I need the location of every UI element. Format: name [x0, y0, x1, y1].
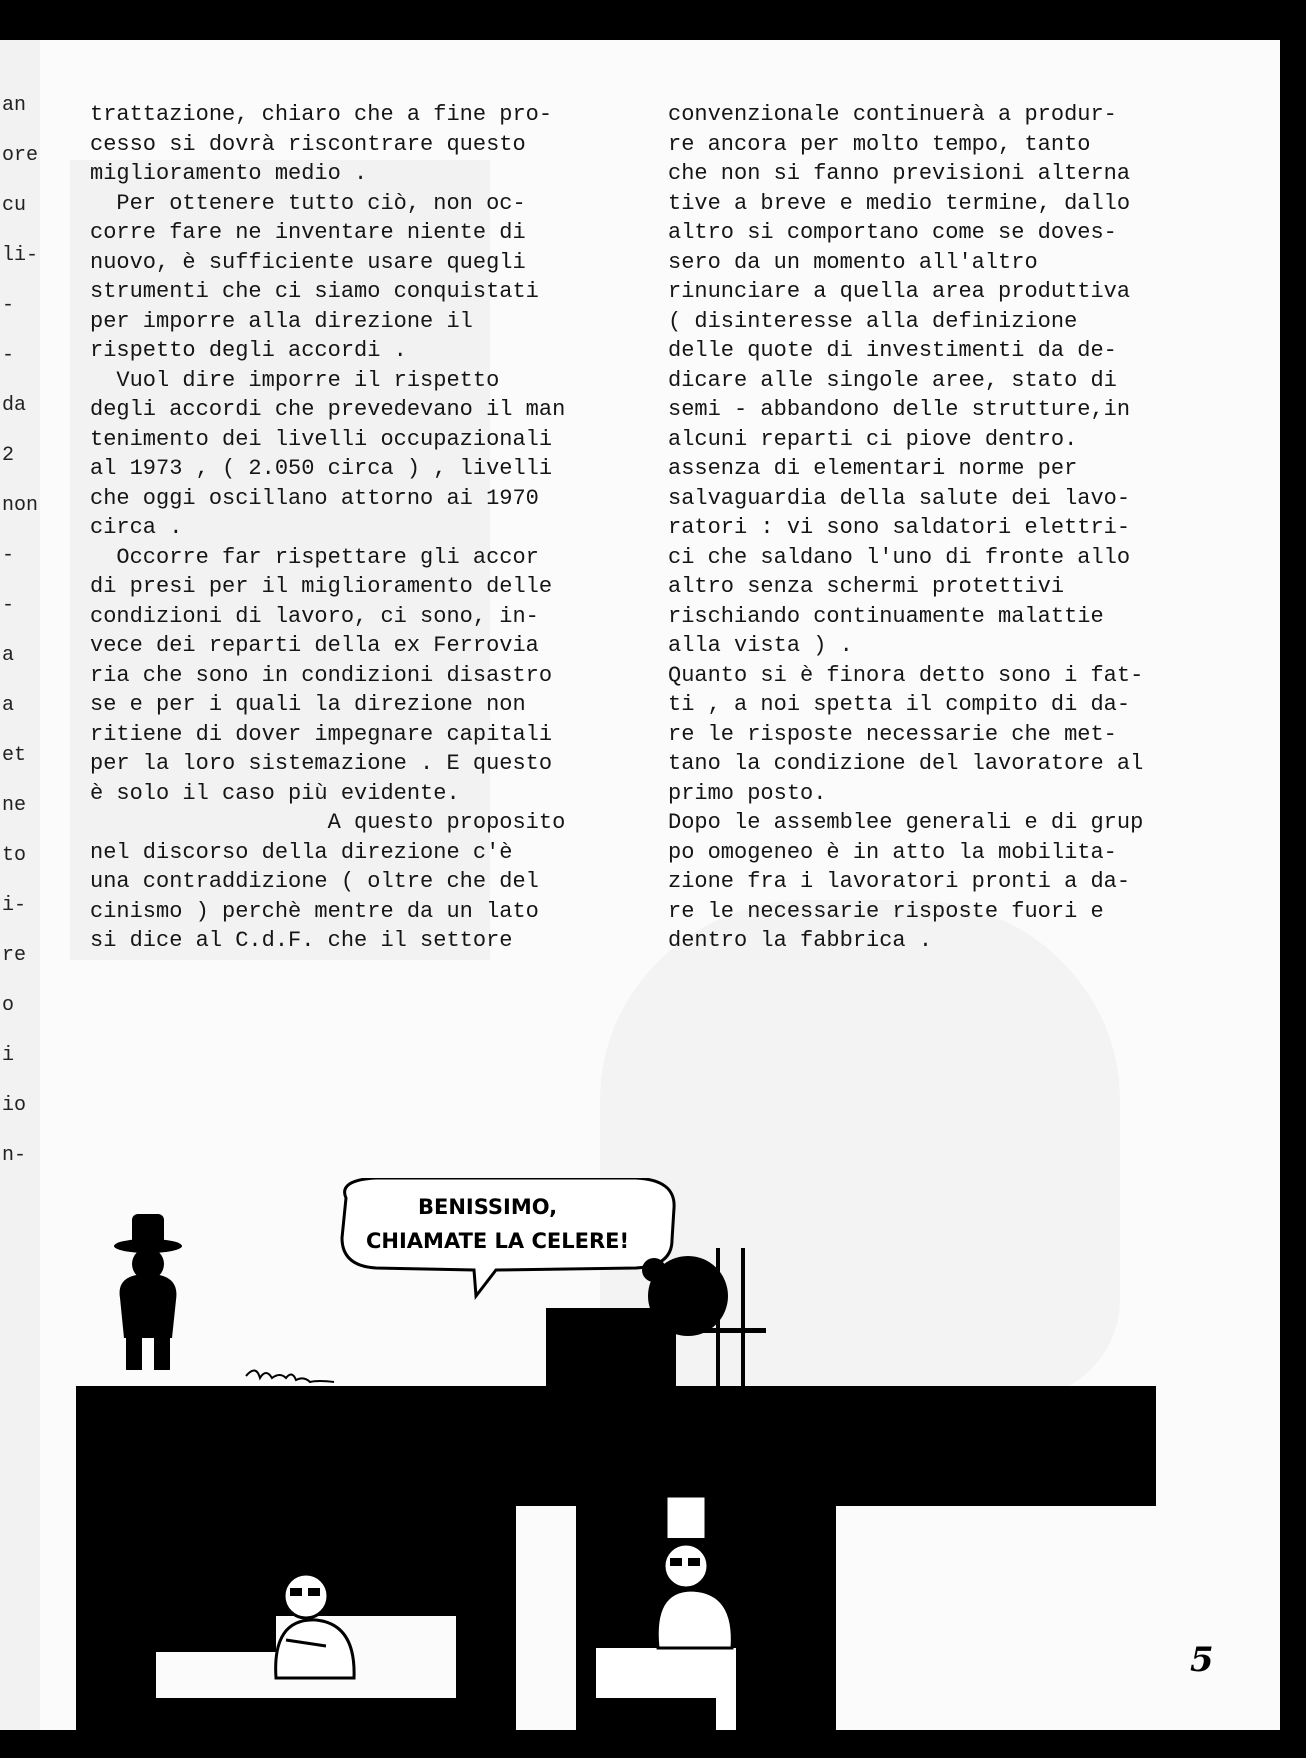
lower-left-block: [76, 1506, 516, 1730]
text-line: re le necessarie risposte fuori e: [668, 898, 1104, 924]
text-line: ritiene di dover impegnare capitali: [90, 721, 553, 747]
text-line: re ancora per molto tempo, tanto: [668, 131, 1091, 157]
adjacent-page-fragment: et: [2, 744, 27, 767]
text-line: vece dei reparti della ex Ferrovia: [90, 633, 539, 658]
text-line: circa .: [90, 515, 183, 540]
text-line: rischiando continuamente malattie: [668, 603, 1104, 629]
text-line: delle quote di investimenti da de-: [668, 338, 1117, 363]
text-line: Vuol dire imporre il rispetto: [90, 367, 500, 393]
speech-text-line1: BENISSIMO,: [418, 1195, 558, 1219]
standing-figure: [114, 1214, 182, 1370]
page-number: 5: [1190, 1640, 1214, 1680]
adjacent-page-fragment: -: [2, 294, 15, 317]
adjacent-page-fragment: da: [2, 394, 27, 417]
text-line: una contraddizione ( oltre che del: [90, 869, 539, 894]
text-line: tive a breve e medio termine, dallo: [668, 190, 1131, 216]
text-line: primo posto.: [668, 780, 827, 806]
text-line: che oggi oscillano attorno ai 1970: [90, 485, 539, 511]
text-line: Occorre far rispettare gli accor: [90, 544, 539, 570]
text-line: trattazione, chiaro che a fine pro-: [90, 102, 553, 127]
text-line: dicare alle singole aree, stato di: [668, 367, 1117, 393]
document-page: [40, 40, 1280, 1730]
adjacent-page-fragment: n-: [2, 1144, 27, 1167]
text-line: al 1973 , ( 2.050 circa ) , livelli: [90, 456, 553, 481]
text-line: po omogeneo è in atto la mobilita-: [668, 839, 1117, 865]
adjacent-page-fragment: ne: [2, 794, 27, 817]
adjacent-page-fragment: a: [2, 694, 15, 717]
adjacent-page-fragment: i-: [2, 894, 27, 917]
adjacent-page-fragment: cu: [2, 194, 27, 217]
text-line: dentro la fabbrica .: [668, 928, 933, 953]
text-line: alla vista ) .: [668, 633, 853, 658]
adjacent-page-fragment: ore: [2, 144, 39, 167]
text-line: miglioramento medio .: [90, 161, 368, 186]
text-line: rispetto degli accordi .: [90, 338, 407, 363]
text-line: corre fare ne inventare niente di: [90, 220, 526, 245]
adjacent-page-fragment: io: [2, 1094, 27, 1117]
adjacent-page-fragment: -: [2, 344, 15, 367]
text-line: zione fra i lavoratori pronti a da-: [668, 869, 1131, 894]
adjacent-page-fragment: 2: [2, 444, 15, 467]
adjacent-page-fragment: a: [2, 644, 15, 667]
artist-signature: [246, 1370, 334, 1382]
text-line: salvaguardia della salute dei lavo-: [668, 485, 1131, 511]
text-line: Per ottenere tutto ciò, non oc-: [90, 190, 526, 216]
text-line: tano la condizione del lavoratore al: [668, 751, 1144, 776]
adjacent-page-fragment: re: [2, 944, 27, 967]
text-line: condizioni di lavoro, ci sono, in-: [90, 603, 539, 629]
desk-band: [76, 1386, 1156, 1506]
text-line: per la loro sistemazione . E questo: [90, 751, 553, 776]
text-line: Dopo le assemblee generali e di grup: [668, 810, 1144, 835]
text-line: nel discorso della direzione c'è: [90, 839, 513, 865]
text-line: re le risposte necessarie che met-: [668, 721, 1117, 747]
adjacent-page-strip: [0, 40, 40, 1730]
text-line: cesso si dovrà riscontrare questo: [90, 131, 526, 157]
text-line: convenzionale continuerà a produr-: [668, 102, 1117, 127]
text-line: che non si fanno previsioni alterna: [668, 161, 1131, 186]
right-text-column: [668, 100, 1228, 956]
adjacent-page-fragment: i: [2, 1044, 15, 1067]
text-line: nuovo, è sufficiente usare quegli: [90, 249, 526, 275]
cartoon-illustration: [76, 1178, 1156, 1730]
adjacent-page-fragment: to: [2, 844, 27, 867]
text-line: ria che sono in condizioni disastro: [90, 662, 553, 688]
text-line: assenza di elementari norme per: [668, 456, 1078, 481]
text-line: semi - abbandono delle strutture,in: [668, 397, 1131, 422]
text-line: se e per i quali la direzione non: [90, 692, 526, 717]
lower-right-block: [576, 1496, 836, 1730]
text-line: degli accordi che prevedevano il man: [90, 397, 566, 422]
text-line: per imporre alla direzione il: [90, 308, 473, 334]
left-text-column: [90, 100, 590, 956]
text-line: ci che saldano l'uno di fronte allo: [668, 544, 1131, 570]
text-line: altro si comportano come se doves-: [668, 220, 1117, 245]
text-line: altro senza schermi protettivi: [668, 574, 1065, 599]
adjacent-page-fragment: -: [2, 544, 15, 567]
text-line: è solo il caso più evidente.: [90, 780, 460, 806]
text-line: alcuni reparti ci piove dentro.: [668, 426, 1078, 452]
text-line: ratori : vi sono saldatori elettri-: [668, 515, 1131, 540]
adjacent-page-fragment: an: [2, 94, 27, 117]
speech-bubble: [342, 1178, 674, 1296]
text-line: rinunciare a quella area produttiva: [668, 279, 1131, 304]
text-line: ti , a noi spetta il compito di da-: [668, 692, 1131, 717]
text-line: ( disinteresse alla definizione: [668, 308, 1078, 334]
text-line: strumenti che ci siamo conquistati: [90, 279, 539, 304]
adjacent-page-fragment: o: [2, 994, 15, 1017]
text-line: A questo proposito: [90, 810, 566, 835]
adjacent-page-fragment: -: [2, 594, 15, 617]
adjacent-page-fragment: li-: [2, 244, 39, 267]
bottom-scan-border: [0, 1730, 1306, 1758]
text-line: cinismo ) perchè mentre da un lato: [90, 898, 539, 924]
adjacent-page-fragment: non: [2, 494, 39, 517]
text-line: Quanto si è finora detto sono i fat-: [668, 662, 1144, 688]
text-line: di presi per il miglioramento delle: [90, 574, 553, 599]
text-line: sero da un momento all'altro: [668, 249, 1038, 275]
speech-text-line2: CHIAMATE LA CELERE!: [366, 1229, 630, 1253]
text-line: si dice al C.d.F. che il settore: [90, 928, 513, 953]
text-line: tenimento dei livelli occupazionali: [90, 426, 553, 452]
